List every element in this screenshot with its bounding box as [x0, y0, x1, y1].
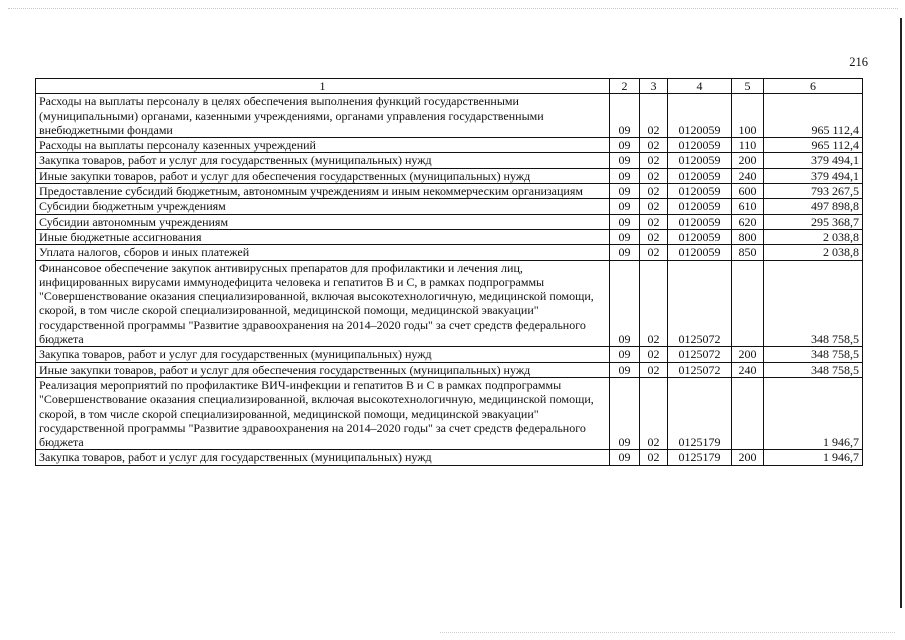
- row-subsection: 02: [640, 184, 668, 199]
- row-expense-type: [732, 377, 764, 449]
- row-target-code: 0120059: [668, 245, 732, 260]
- row-subsection: 02: [640, 260, 668, 347]
- row-target-code: 0120059: [668, 94, 732, 138]
- row-section: 09: [610, 153, 640, 168]
- row-subsection: 02: [640, 229, 668, 244]
- row-section: 09: [610, 245, 640, 260]
- row-sum: 965 112,4: [764, 94, 863, 138]
- header-row: [36, 79, 863, 94]
- row-sum: 793 267,5: [764, 184, 863, 199]
- row-target-code: 0125072: [668, 347, 732, 362]
- row-subsection: 02: [640, 153, 668, 168]
- table-row: [36, 377, 863, 449]
- row-name: Предоставление субсидий бюджетным, автономным учреждениям и иным некоммерческим организациям: [36, 184, 610, 199]
- row-target-code: 0120059: [668, 199, 732, 214]
- header-col-1: 1: [36, 79, 610, 94]
- row-section: 09: [610, 199, 640, 214]
- table-row: [36, 450, 863, 465]
- row-expense-type: 620: [732, 214, 764, 229]
- row-section: 09: [610, 168, 640, 183]
- row-name: Уплата налогов, сборов и иных платежей: [36, 245, 610, 260]
- table-row: [36, 245, 863, 260]
- row-expense-type: 240: [732, 362, 764, 377]
- row-subsection: 02: [640, 199, 668, 214]
- row-target-code: 0120059: [668, 214, 732, 229]
- row-section: 09: [610, 260, 640, 347]
- row-sum: 348 758,5: [764, 362, 863, 377]
- row-section: 09: [610, 94, 640, 138]
- table-row: [36, 153, 863, 168]
- row-sum: 1 946,7: [764, 377, 863, 449]
- row-sum: 2 038,8: [764, 229, 863, 244]
- header-col-4: 4: [668, 79, 732, 94]
- row-sum: 348 758,5: [764, 260, 863, 347]
- header-col-2: 2: [610, 79, 640, 94]
- table-row: [36, 229, 863, 244]
- row-expense-type: 200: [732, 450, 764, 465]
- table-row: [36, 347, 863, 362]
- row-section: 09: [610, 229, 640, 244]
- row-subsection: 02: [640, 138, 668, 153]
- row-sum: 348 758,5: [764, 347, 863, 362]
- row-expense-type: 110: [732, 138, 764, 153]
- row-target-code: 0125179: [668, 450, 732, 465]
- row-subsection: 02: [640, 168, 668, 183]
- row-target-code: 0120059: [668, 229, 732, 244]
- row-expense-type: 600: [732, 184, 764, 199]
- row-expense-type: 800: [732, 229, 764, 244]
- row-sum: 1 946,7: [764, 450, 863, 465]
- row-subsection: 02: [640, 450, 668, 465]
- budget-table: [35, 78, 863, 466]
- row-expense-type: 200: [732, 153, 764, 168]
- row-name: Закупка товаров, работ и услуг для государственных (муниципальных) нужд: [36, 153, 610, 168]
- row-subsection: 02: [640, 214, 668, 229]
- table-row: [36, 184, 863, 199]
- row-name: Реализация мероприятий по профилактике ВИЧ-инфекции и гепатитов В и С в рамках подпрограммы "Совершенствование оказания специализированной, включая высокотехнологичную, медицинской помощи, скорой, в том числе скорой специализированной, медицинской помощи, медицинской эвакуации" государственной программы "Развитие здравоохранения на 2014–2020 годы" за счет средств федерального бюджета: [36, 377, 610, 449]
- row-section: 09: [610, 214, 640, 229]
- page-edge: [900, 18, 902, 608]
- row-target-code: 0120059: [668, 138, 732, 153]
- row-section: 09: [610, 138, 640, 153]
- row-sum: 379 494,1: [764, 153, 863, 168]
- row-target-code: 0120059: [668, 184, 732, 199]
- row-section: 09: [610, 347, 640, 362]
- row-expense-type: [732, 260, 764, 347]
- row-section: 09: [610, 184, 640, 199]
- row-target-code: 0125072: [668, 260, 732, 347]
- row-section: 09: [610, 377, 640, 449]
- table-row: [36, 260, 863, 347]
- row-sum: 497 898,8: [764, 199, 863, 214]
- row-section: 09: [610, 362, 640, 377]
- scan-artifact-bottom: [440, 632, 895, 634]
- row-target-code: 0125072: [668, 362, 732, 377]
- row-expense-type: 850: [732, 245, 764, 260]
- row-target-code: 0120059: [668, 168, 732, 183]
- table-row: [36, 199, 863, 214]
- row-expense-type: 100: [732, 94, 764, 138]
- row-section: 09: [610, 450, 640, 465]
- row-name: Субсидии автономным учреждениям: [36, 214, 610, 229]
- row-sum: 295 368,7: [764, 214, 863, 229]
- table-row: [36, 94, 863, 138]
- row-subsection: 02: [640, 245, 668, 260]
- row-sum: 965 112,4: [764, 138, 863, 153]
- row-sum: 2 038,8: [764, 245, 863, 260]
- row-subsection: 02: [640, 377, 668, 449]
- row-target-code: 0125179: [668, 377, 732, 449]
- row-expense-type: 240: [732, 168, 764, 183]
- scan-artifact-top: [8, 8, 898, 10]
- row-expense-type: 610: [732, 199, 764, 214]
- row-name: Иные бюджетные ассигнования: [36, 229, 610, 244]
- row-name: Закупка товаров, работ и услуг для государственных (муниципальных) нужд: [36, 347, 610, 362]
- table-row: [36, 168, 863, 183]
- row-expense-type: 200: [732, 347, 764, 362]
- row-name: Расходы на выплаты персоналу казенных учреждений: [36, 138, 610, 153]
- row-subsection: 02: [640, 94, 668, 138]
- row-subsection: 02: [640, 347, 668, 362]
- row-name: Иные закупки товаров, работ и услуг для обеспечения государственных (муниципальных) нужд: [36, 168, 610, 183]
- row-name: Субсидии бюджетным учреждениям: [36, 199, 610, 214]
- table-row: [36, 214, 863, 229]
- row-name: Финансовое обеспечение закупок антивирусных препаратов для профилактики и лечения лиц, инфицированных вирусами иммунодефицита человека и гепатитов В и С, в рамках подпрограммы "Совершенствование оказания специализированной, включая высокотехнологичную, медицинской помощи, скорой, в том числе скорой специализированной, медицинской помощи, медицинской эвакуации" государственной программы "Развитие здравоохранения на 2014–2020 годы" за счет средств федерального бюджета: [36, 260, 610, 347]
- row-sum: 379 494,1: [764, 168, 863, 183]
- header-col-3: 3: [640, 79, 668, 94]
- header-col-5: 5: [732, 79, 764, 94]
- table-row: [36, 362, 863, 377]
- row-target-code: 0120059: [668, 153, 732, 168]
- row-name: Закупка товаров, работ и услуг для государственных (муниципальных) нужд: [36, 450, 610, 465]
- table-row: [36, 138, 863, 153]
- header-col-6: 6: [764, 79, 863, 94]
- row-name: Иные закупки товаров, работ и услуг для обеспечения государственных (муниципальных) нужд: [36, 362, 610, 377]
- page-number: 216: [849, 55, 868, 69]
- row-subsection: 02: [640, 362, 668, 377]
- row-name: Расходы на выплаты персоналу в целях обеспечения выполнения функций государственными (муниципальными) органами, казенными учреждениями, органами управления государственными внебюджетными фондами: [36, 94, 610, 138]
